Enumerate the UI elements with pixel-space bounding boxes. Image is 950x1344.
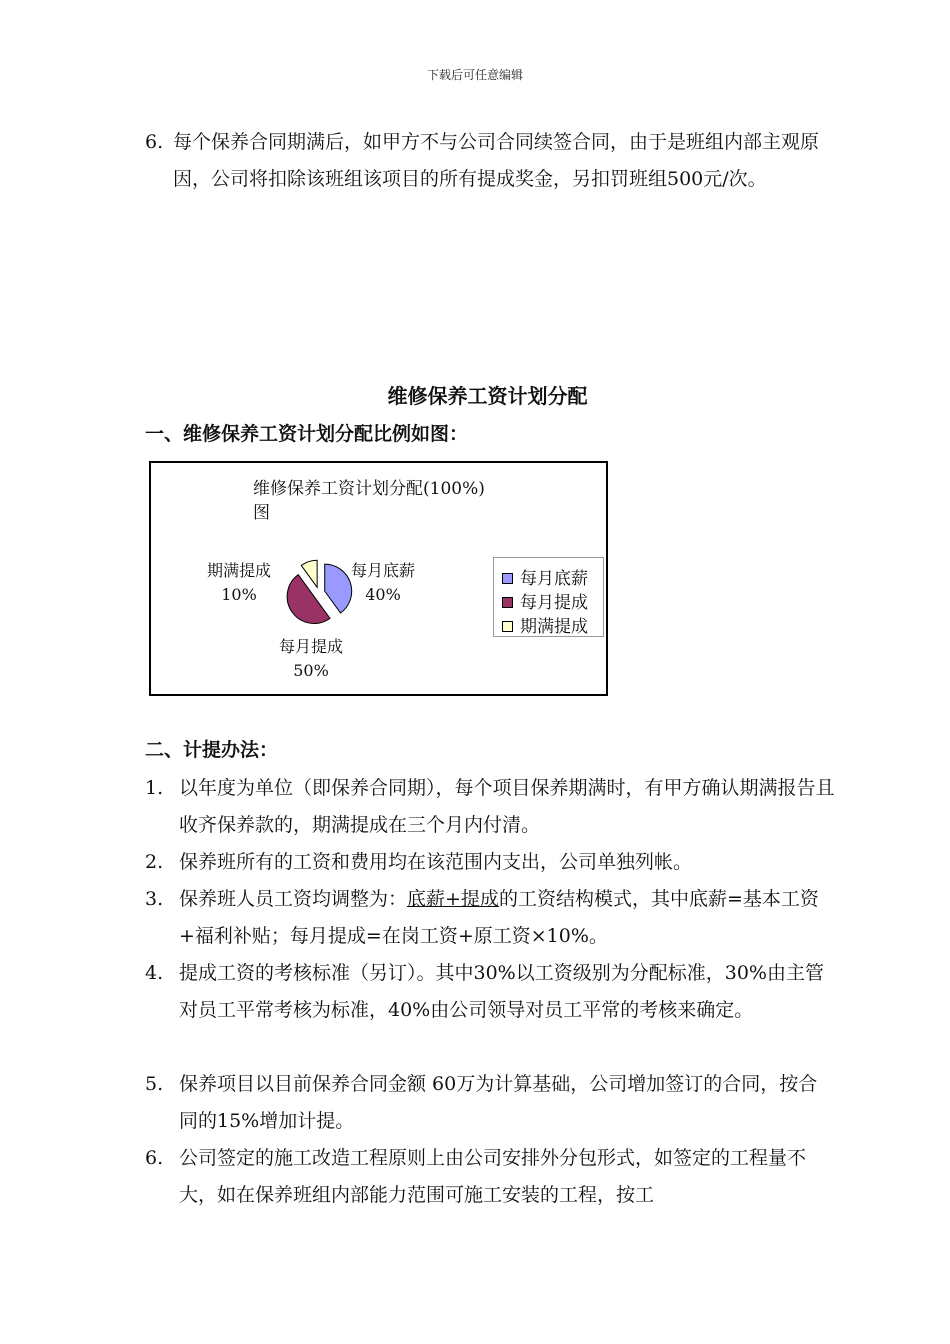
list-item-number: 3.	[145, 888, 164, 910]
pie-slice-base-salary	[325, 564, 352, 613]
list-item-text-post: 的工资结构模式，其中底薪=基本工资+福利补贴；每月提成=在岗工资+原工资×10%。	[179, 888, 819, 947]
data-label-percent: 40%	[365, 585, 401, 604]
underlined-formula: 底薪+提成	[407, 888, 499, 910]
list-item-text-pre: 保养班人员工资均调整为：	[179, 888, 408, 910]
chart-title-line1: 维修保养工资计划分配(100%)	[253, 479, 485, 499]
list-item-text: 以年度为单位（即保养合同期），每个项目保养期满时，有甲方确认期满报告且收齐保养款的，期满提成在三个月内付清。	[179, 777, 835, 836]
legend-label: 每月提成	[520, 593, 588, 613]
list-item-3	[145, 881, 835, 955]
page-header: 下载后可任意编辑	[426, 68, 523, 82]
list-item-5	[145, 1066, 835, 1140]
data-label-name: 每月底薪	[351, 561, 416, 580]
data-label-monthly-commission	[279, 635, 343, 683]
list-item-1	[145, 770, 835, 844]
data-label-name: 期满提成	[207, 561, 272, 580]
data-label-percent: 10%	[221, 585, 257, 604]
pie-slice-monthly-commission	[287, 575, 330, 624]
heading-one: 一、维修保养工资计划分配比例如图：	[145, 423, 469, 445]
section-title: 维修保养工资计划分配	[387, 384, 588, 408]
list-item-text: 保养班所有的工资和费用均在该范围内支出，公司单独列帐。	[179, 851, 693, 873]
list-item-text: 提成工资的考核标准（另订）。其中30%以工资级别为分配标准，30%由主管对员工平常考核为标准，40%由公司领导对员工平常的考核来确定。	[179, 962, 824, 1021]
chart-title	[253, 477, 485, 525]
data-label-percent: 50%	[293, 661, 329, 680]
list-item-number: 1.	[145, 777, 164, 799]
clause-6-top	[145, 124, 835, 198]
list-item-2	[145, 844, 835, 881]
clause-number: 6.	[145, 131, 164, 153]
list-item-6	[145, 1140, 835, 1214]
chart-legend	[493, 557, 604, 637]
legend-swatch	[502, 597, 513, 608]
data-label-base-salary	[351, 559, 415, 607]
data-label-expiry-commission	[207, 559, 271, 607]
clause-text: 每个保养合同期满后，如甲方不与公司合同续签合同，由于是班组内部主观原因，公司将扣除该班组该项目的所有提成奖金，另扣罚班组500元/次。	[173, 131, 820, 190]
list-item-number: 5.	[145, 1073, 164, 1095]
heading-two: 二、计提办法：	[145, 739, 279, 761]
legend-label: 每月底薪	[520, 569, 588, 589]
legend-swatch	[502, 573, 513, 584]
list-item-text: 公司签定的施工改造工程原则上由公司安排外分包形式，如签定的工程量不大，如在保养班组内部能力范围可施工安装的工程，按工	[179, 1147, 807, 1206]
list-item-text: 保养项目以目前保养合同金额 60万为计算基础，公司增加签订的合同，按合同的15%增加计提。	[179, 1073, 818, 1132]
list-item-number: 4.	[145, 962, 164, 984]
list-item-4	[145, 955, 835, 1029]
legend-label: 期满提成	[520, 617, 588, 637]
chart-title-line2: 图	[253, 503, 270, 523]
list-item-number: 2.	[145, 851, 164, 873]
list-item-number: 6.	[145, 1147, 164, 1169]
list-item-text	[145, 881, 835, 955]
legend-swatch	[502, 621, 513, 632]
data-label-name: 每月提成	[279, 637, 344, 656]
